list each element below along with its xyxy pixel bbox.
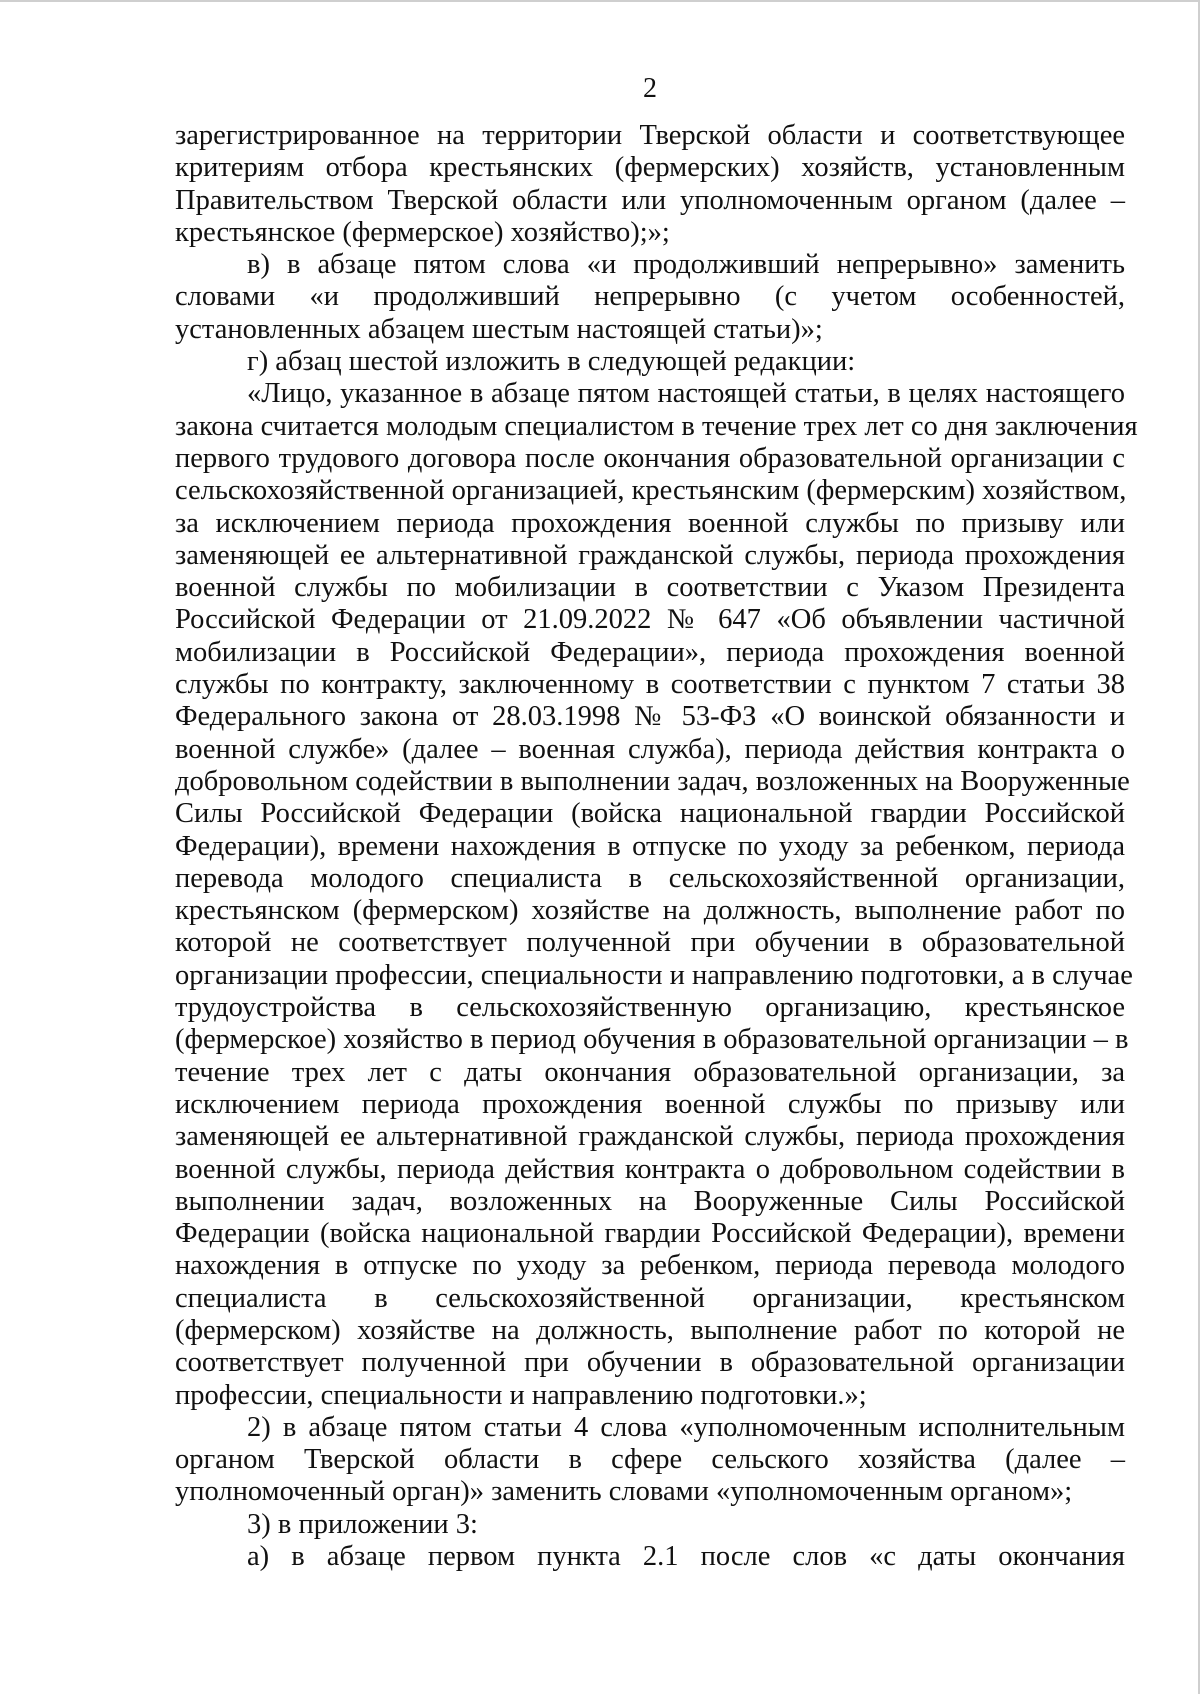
page-edge-top bbox=[0, 0, 1200, 2]
text-line: первого трудового договора после окончания образовательной организации с bbox=[175, 442, 1125, 474]
text-line: военной службы, периода действия контракта о добровольном содействии в bbox=[175, 1153, 1125, 1185]
text-line: Российской Федерации от 21.09.2022 № 647 «Об объявлении частичной bbox=[175, 604, 1125, 636]
text-line: (фермерское) хозяйство в период обучения в образовательной организации – в bbox=[175, 1024, 1129, 1056]
text-line: г) абзац шестой изложить в следующей редакции: bbox=[247, 346, 856, 378]
text-line: мобилизации в Российской Федерации», периода прохождения военной bbox=[175, 636, 1125, 668]
text-line: (фермерском) хозяйстве на должность, выполнение работ по которой не bbox=[175, 1314, 1125, 1346]
text-line: течение трех лет с даты окончания образовательной организации, за bbox=[175, 1056, 1125, 1088]
text-line: установленных абзацем шестым настоящей статьи)»; bbox=[175, 313, 823, 345]
text-line: которой не соответствует полученной при обучении в образовательной bbox=[175, 927, 1125, 959]
page-number: 2 bbox=[643, 73, 657, 104]
text-line: критериям отбора крестьянских (фермерских) хозяйств, установленным bbox=[175, 152, 1125, 184]
text-line: крестьянском (фермерском) хозяйстве на должность, выполнение работ по bbox=[175, 895, 1125, 927]
text-line: в) в абзаце пятом слова «и продолживший непрерывно» заменить bbox=[247, 249, 1125, 281]
text-line: словами «и продолживший непрерывно (с учетом особенностей, bbox=[175, 281, 1125, 313]
text-line: Федерального закона от 28.03.1998 № 53-ФЗ «О воинской обязанности и bbox=[175, 701, 1125, 733]
text-line: исключением периода прохождения военной службы по призыву или bbox=[175, 1088, 1125, 1120]
text-line: Федерации), времени нахождения в отпуске по уходу за ребенком, периода bbox=[175, 830, 1125, 862]
text-line: заменяющей ее альтернативной гражданской службы, периода прохождения bbox=[175, 1121, 1125, 1153]
text-line: добровольном содействии в выполнении задач, возложенных на Вооруженные bbox=[175, 765, 1130, 797]
text-line: заменяющей ее альтернативной гражданской службы, периода прохождения bbox=[175, 539, 1125, 571]
text-line: крестьянское (фермерское) хозяйство);»; bbox=[175, 216, 670, 248]
text-line: трудоустройства в сельскохозяйственную организацию, крестьянское bbox=[175, 992, 1125, 1024]
text-line: военной службе» (далее – военная служба), периода действия контракта о bbox=[175, 733, 1125, 765]
text-line: «Лицо, указанное в абзаце пятом настоящей статьи, в целях настоящего bbox=[247, 378, 1125, 410]
text-line: уполномоченный орган)» заменить словами «уполномоченным органом»; bbox=[175, 1476, 1073, 1508]
text-line: закона считается молодым специалистом в течение трех лет со дня заключения bbox=[175, 410, 1138, 442]
text-line: зарегистрированное на территории Тверской области и соответствующее bbox=[175, 120, 1125, 151]
text-line: нахождения в отпуске по уходу за ребенком, периода перевода молодого bbox=[175, 1250, 1125, 1282]
text-line: соответствует полученной при обучении в образовательной организации bbox=[175, 1347, 1125, 1379]
text-line: военной службы по мобилизации в соответствии с Указом Президента bbox=[175, 572, 1125, 604]
text-line: Силы Российской Федерации (войска национальной гвардии Российской bbox=[175, 798, 1125, 830]
text-line: органом Тверской области в сфере сельского хозяйства (далее – bbox=[175, 1444, 1125, 1476]
text-line: специалиста в сельскохозяйственной организации, крестьянском bbox=[175, 1282, 1125, 1314]
text-line: 2) в абзаце пятом статьи 4 слова «уполномоченным исполнительным bbox=[247, 1411, 1125, 1443]
document-body bbox=[175, 120, 1138, 1573]
text-line: перевода молодого специалиста в сельскохозяйственной организации, bbox=[175, 862, 1125, 894]
text-line: службы по контракту, заключенному в соответствии с пунктом 7 статьи 38 bbox=[175, 669, 1125, 701]
text-line: 3) в приложении 3: bbox=[247, 1508, 478, 1540]
text-line: профессии, специальности и направлению подготовки.»; bbox=[175, 1379, 867, 1411]
text-line: организации профессии, специальности и направлению подготовки, а в случае bbox=[175, 959, 1133, 991]
text-line: за исключением периода прохождения военной службы по призыву или bbox=[175, 507, 1125, 539]
text-line: а) в абзаце первом пункта 2.1 после слов «с даты окончания bbox=[247, 1541, 1125, 1573]
text-line: Правительством Тверской области или уполномоченным органом (далее – bbox=[175, 184, 1125, 216]
text-line: сельскохозяйственной организацией, крестьянским (фермерским) хозяйством, bbox=[175, 475, 1127, 507]
text-line: выполнении задач, возложенных на Вооруженные Силы Российской bbox=[175, 1185, 1125, 1217]
text-line: Федерации (войска национальной гвардии Российской Федерации), времени bbox=[175, 1218, 1125, 1250]
